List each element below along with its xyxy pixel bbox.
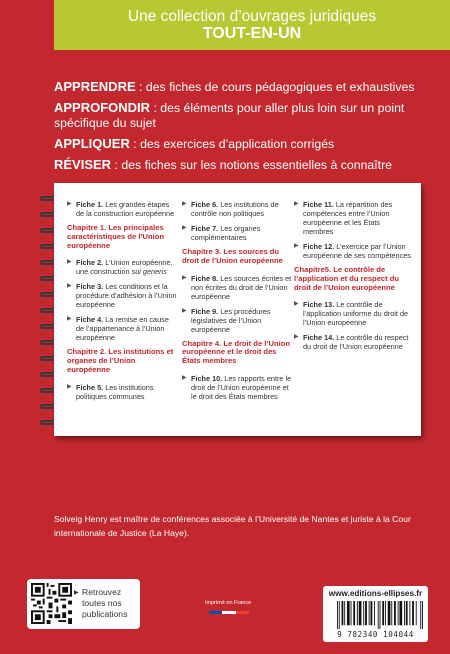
fiche-title: Les conditions et la procédure d’adhésion à l’Union européenne — [76, 282, 177, 310]
arrow-icon: ▶ — [182, 225, 187, 231]
qr-caption-text: Retrouvez toutes nos publications — [82, 587, 128, 619]
arrow-icon: ▶ — [294, 334, 299, 341]
printed-in-france-label: Imprimé en France — [205, 600, 252, 606]
toc-column-2 — [182, 200, 295, 407]
flag-stripe-blue — [209, 611, 222, 614]
flag-stripe-white — [222, 611, 235, 614]
feature-appliquer — [54, 136, 434, 152]
arrow-icon: ▶ — [182, 307, 187, 314]
feature-text: : des éléments pour aller plus loin sur un point spécifique du sujet — [54, 101, 405, 130]
collection-banner — [54, 0, 450, 50]
fiche-number: Fiche 6. — [191, 200, 219, 209]
arrow-icon: ▶ — [182, 201, 187, 207]
toc-column-3 — [294, 200, 412, 357]
fiche-title: Les institutions politiques communes — [76, 382, 154, 401]
toc-chapter-4: Chapitre 4. Le droit de l’Union européenne et le droit des États membres — [182, 338, 291, 366]
toc-fiche-13 — [294, 300, 412, 327]
fiche-number: Fiche 13. — [303, 300, 335, 310]
fiche-title: Le contrôle de l’application uniforme du droit de l’Union européenne — [303, 300, 409, 328]
fiche-number: Fiche 1. — [76, 200, 104, 209]
toc-fiche-12 — [294, 242, 412, 260]
toc-fiche-1 — [67, 200, 177, 218]
qr-caption — [74, 587, 134, 620]
fiche-title: Le contrôle du respect du droit de l’Union européenne — [303, 333, 409, 352]
fiche-number: Fiche 10. — [191, 373, 223, 383]
arrow-icon: ▶ — [67, 383, 72, 390]
toc-fiche-5 — [67, 383, 177, 401]
qr-code-icon[interactable] — [31, 583, 72, 624]
fiche-number: Fiche 3. — [76, 282, 104, 292]
toc-fiche-10 — [182, 374, 295, 401]
fiche-title: Les grandes étapes de la construction européenne — [76, 200, 175, 218]
fiche-title: L’Union européenne, une construction — [76, 258, 173, 277]
toc-fiche-7 — [182, 224, 295, 242]
fiche-number: Fiche 2. — [76, 258, 104, 268]
arrow-icon: ▶ — [67, 316, 72, 323]
toc-fiche-6 — [182, 200, 295, 218]
toc-fiche-8 — [182, 274, 295, 301]
isbn-number: 9 782340 104044 — [337, 630, 414, 639]
arrow-icon: ▶ — [67, 259, 72, 266]
toc-fiche-11 — [294, 200, 412, 236]
arrow-right-icon: ▶ — [74, 590, 79, 596]
author-bio: Solveig Henry est maître de conférences associée à l’Université de Nantes et juriste à la Cour internationale de Justice (La Haye). — [54, 514, 411, 538]
feature-approfondir — [54, 100, 434, 131]
fiche-number: Fiche 5. — [76, 382, 104, 392]
toc-fiche-3 — [67, 282, 177, 309]
toc-fiche-4 — [67, 315, 177, 342]
banner-line-2: TOUT-EN-UN — [202, 25, 302, 42]
toc-chapter-2: Chapitre 2. Les institutions et organes de l’Union européenne — [67, 347, 174, 374]
barcode-icon — [337, 601, 423, 629]
fiche-number: Fiche 4. — [76, 315, 104, 325]
fiche-title: Les sources écrites et non écrites du droit de l’Union européenne — [191, 273, 292, 301]
flag-stripe-red — [236, 611, 249, 614]
fiche-title: La répartition des compétences entre l’Union européenne et les États membres — [303, 200, 393, 236]
arrow-icon: ▶ — [182, 274, 187, 281]
feature-keyword: APPRENDRE — [54, 79, 136, 94]
toc-chapter-3: Chapitre 3. Les sources du droit de l’Union européenne — [182, 247, 283, 265]
french-flag-icon — [209, 611, 249, 614]
feature-keyword: RÉVISER — [54, 157, 112, 172]
feature-text: : des fiches de cours pédagogiques et exhaustives — [135, 80, 415, 94]
arrow-icon: ▶ — [67, 283, 72, 290]
fiche-number: Fiche 8. — [191, 273, 219, 283]
features-list — [54, 79, 434, 178]
fiche-title: La remise en cause de l’appartenance à l’Union européenne — [76, 315, 169, 343]
arrow-icon: ▶ — [294, 301, 299, 308]
publisher-url[interactable]: www.editions-ellipses.fr — [328, 589, 423, 598]
toc-fiche-14 — [294, 333, 412, 351]
fiche-number: Fiche 9. — [191, 306, 219, 316]
arrow-icon: ▶ — [182, 374, 187, 381]
toc-fiche-2 — [67, 258, 177, 276]
arrow-icon: ▶ — [294, 201, 299, 207]
fiche-title: Les procédures législatives de l’Union européenne — [191, 306, 271, 334]
fiche-title: L’exercice par l’Union européenne de ses compétences — [303, 242, 411, 260]
fiche-number: Fiche 7. — [191, 224, 219, 233]
feature-keyword: APPROFONDIR — [54, 100, 151, 115]
feature-keyword: APPLIQUER — [54, 136, 130, 151]
fiche-number: Fiche 11. — [303, 200, 334, 209]
fiche-title: Les institutions de contrôle non politiques — [191, 200, 279, 218]
qr-code-box[interactable] — [27, 579, 140, 629]
feature-apprendre — [54, 79, 434, 95]
toc-chapter-1: Chapitre 1. Les principales caractéristiques de l’Union européenne — [67, 223, 165, 250]
fiche-title: Les organes complémentaires — [191, 224, 261, 242]
table-of-contents-notebook — [54, 183, 421, 436]
toc-column-1 — [67, 200, 177, 407]
fiche-number: Fiche 12. — [303, 242, 335, 251]
toc-chapter-5: Chapitre5. Le contrôle de l’application et du respect du droit de l’Union européenne — [294, 265, 400, 292]
fiche-title-italic: sui generis — [131, 267, 167, 277]
feature-text: : des fiches sur les notions essentielles à connaître — [111, 158, 393, 172]
isbn-box — [323, 586, 428, 642]
fiche-number: Fiche 14. — [303, 333, 335, 343]
feature-text: : des exercices d’application corrigés — [129, 137, 335, 151]
toc-fiche-9 — [182, 307, 295, 334]
arrow-icon: ▶ — [294, 243, 299, 249]
arrow-icon: ▶ — [67, 201, 72, 207]
feature-reviser — [54, 157, 434, 173]
fiche-title: Les rapports entre le droit de l’Union européenne et le droit des États membres — [191, 373, 292, 401]
banner-line-1: Une collection d’ouvrages juridiques — [127, 8, 377, 25]
